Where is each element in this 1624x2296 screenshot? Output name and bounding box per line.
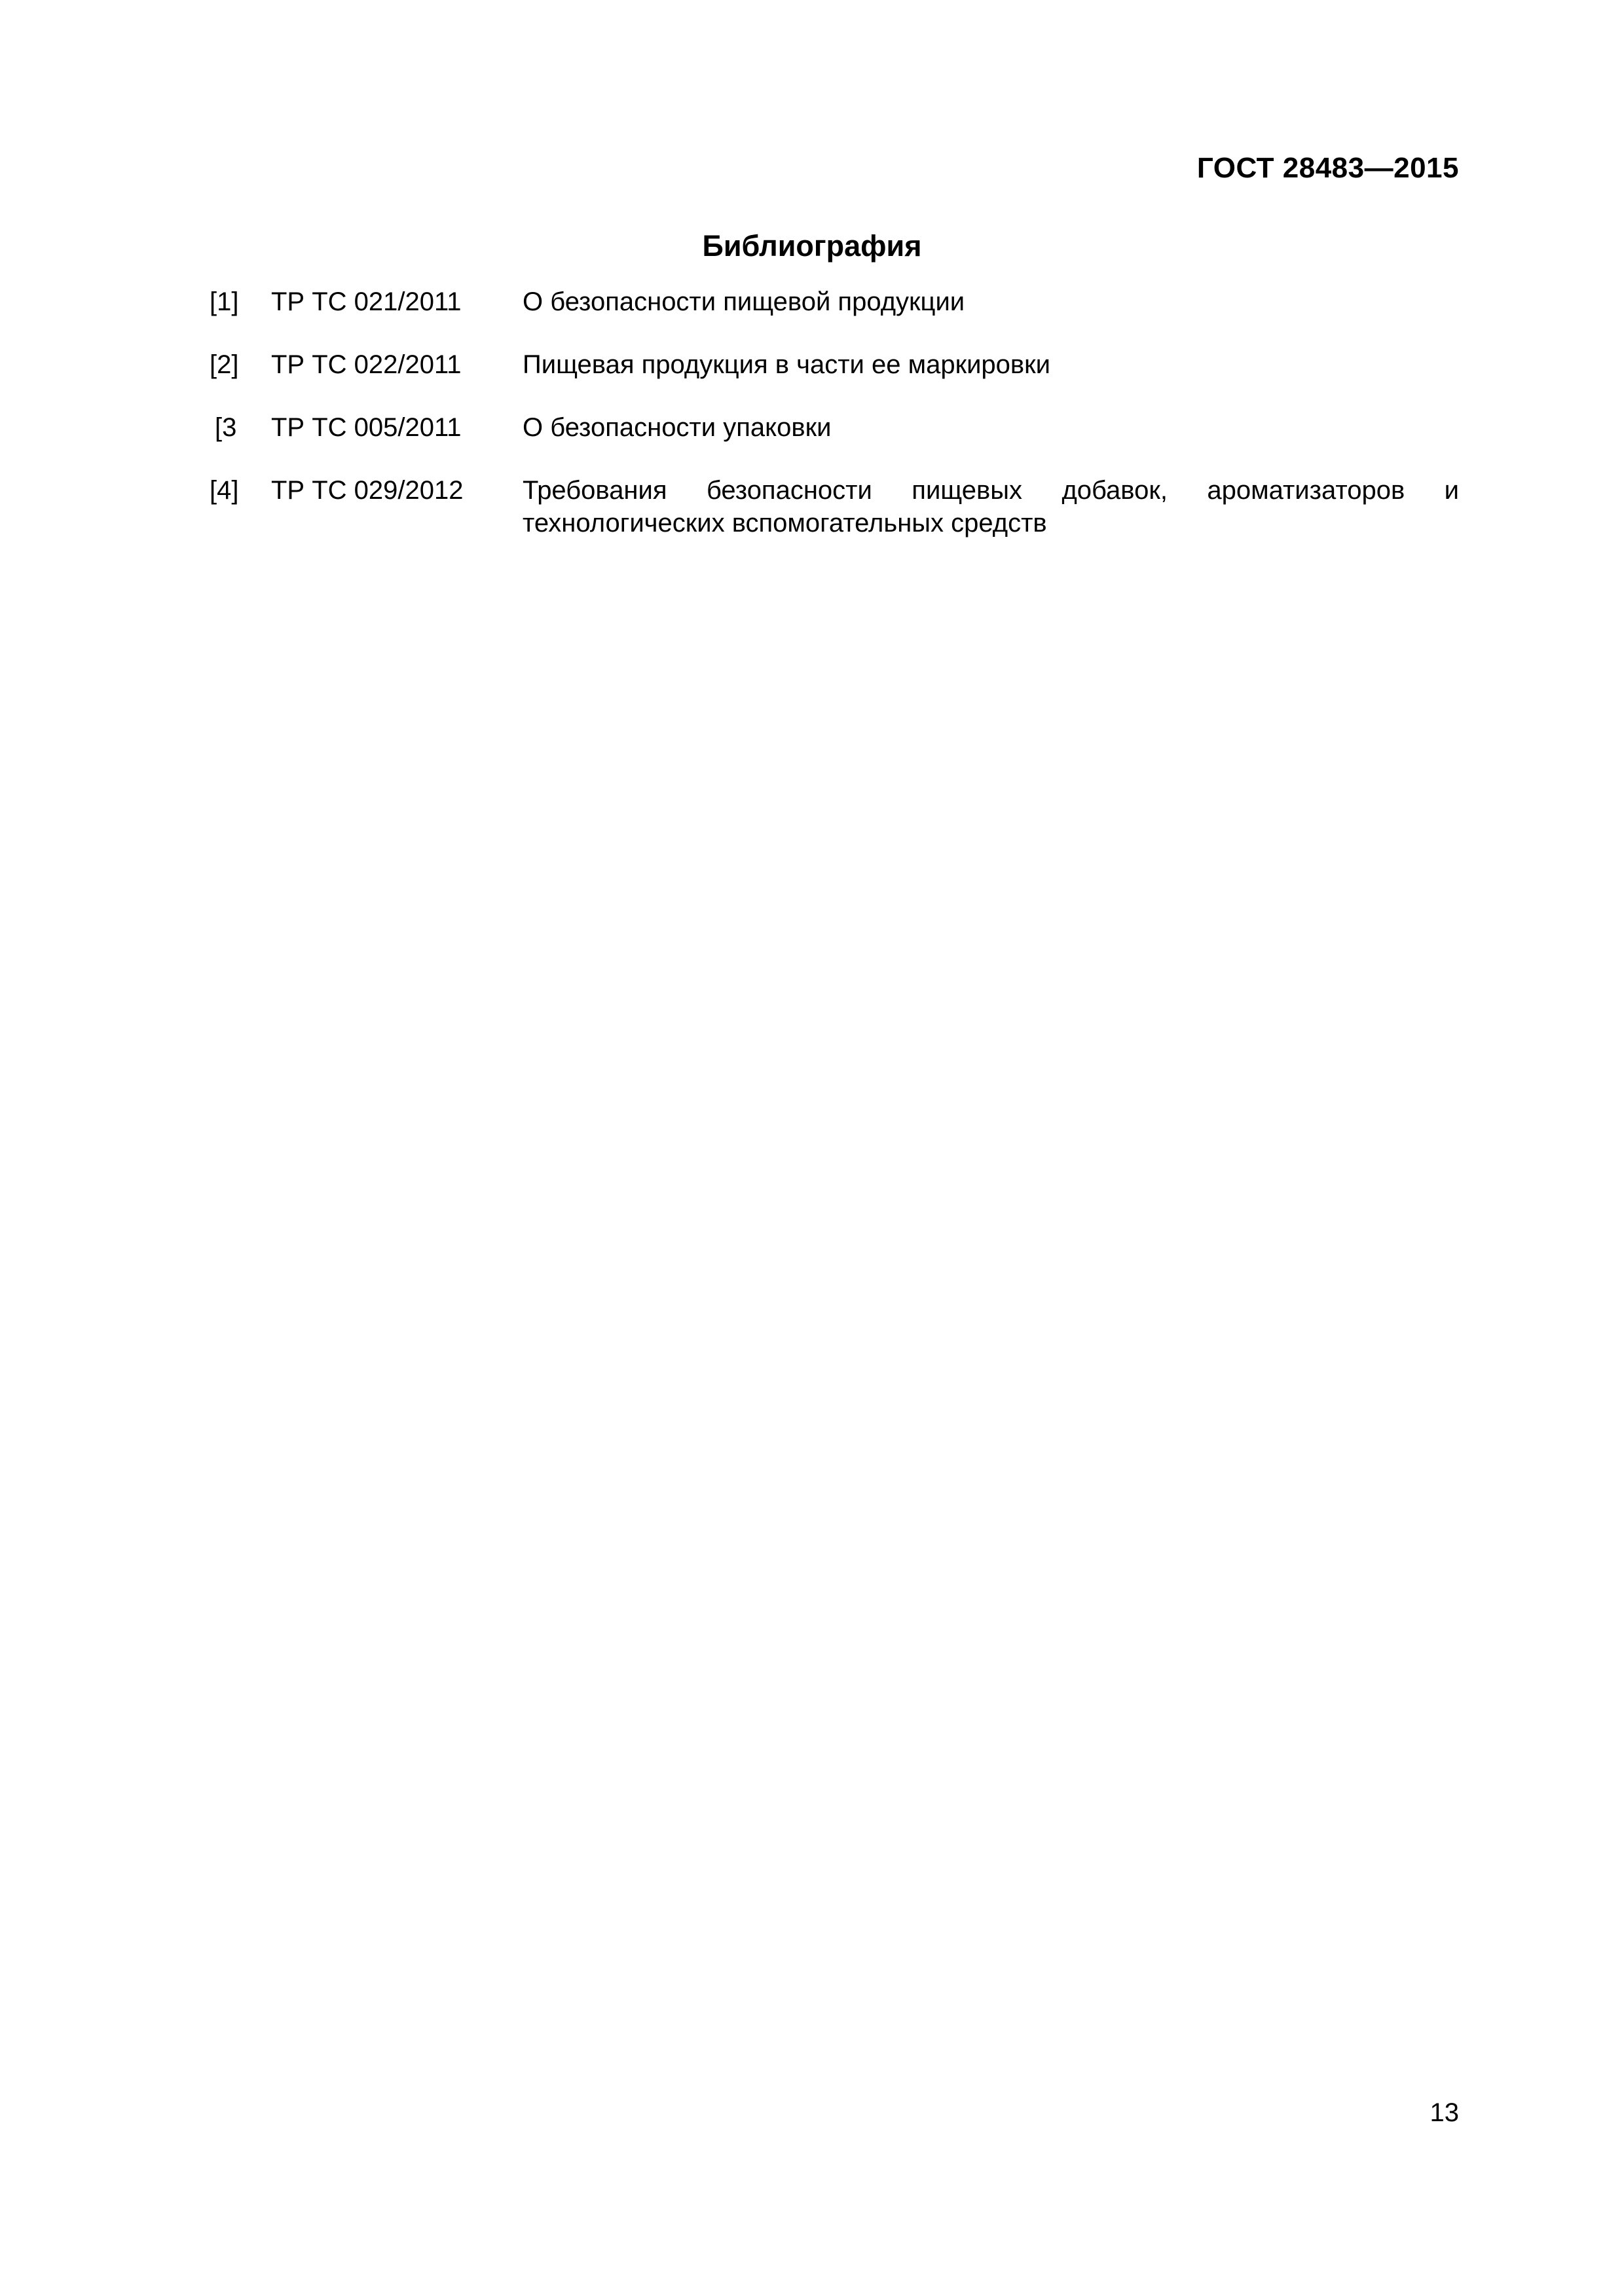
entry-code: ТР ТС 005/2011: [271, 413, 462, 442]
entry-title: Пищевая продукция в части ее маркировки: [523, 350, 1051, 379]
entry-title: О безопасности упаковки: [523, 413, 832, 442]
entry-code: ТР ТС 029/2012: [271, 476, 464, 505]
bibliography-entry: [210, 348, 1459, 381]
bibliography-entry: [210, 285, 1459, 318]
entry-code: ТР ТС 022/2011: [271, 350, 462, 379]
entry-number: [1]: [210, 287, 239, 316]
entry-number: [3: [215, 413, 237, 442]
entry-title: Требования безопасности пищевых добавок, ароматизаторов и технологических вспомогательных средств: [523, 476, 1459, 538]
entry-title: О безопасности пищевой продукции: [523, 287, 965, 316]
document-code-header: ГОСТ 28483—2015: [1196, 152, 1459, 184]
entry-code: ТР ТС 021/2011: [271, 287, 462, 316]
page-number: 13: [1430, 2098, 1459, 2127]
bibliography-title: Библиография: [702, 229, 922, 263]
entry-number: [2]: [210, 350, 239, 379]
bibliography-list: [210, 285, 1459, 570]
bibliography-entry: [210, 474, 1459, 539]
entry-number: [4]: [210, 476, 239, 505]
bibliography-entry: [210, 411, 1459, 444]
